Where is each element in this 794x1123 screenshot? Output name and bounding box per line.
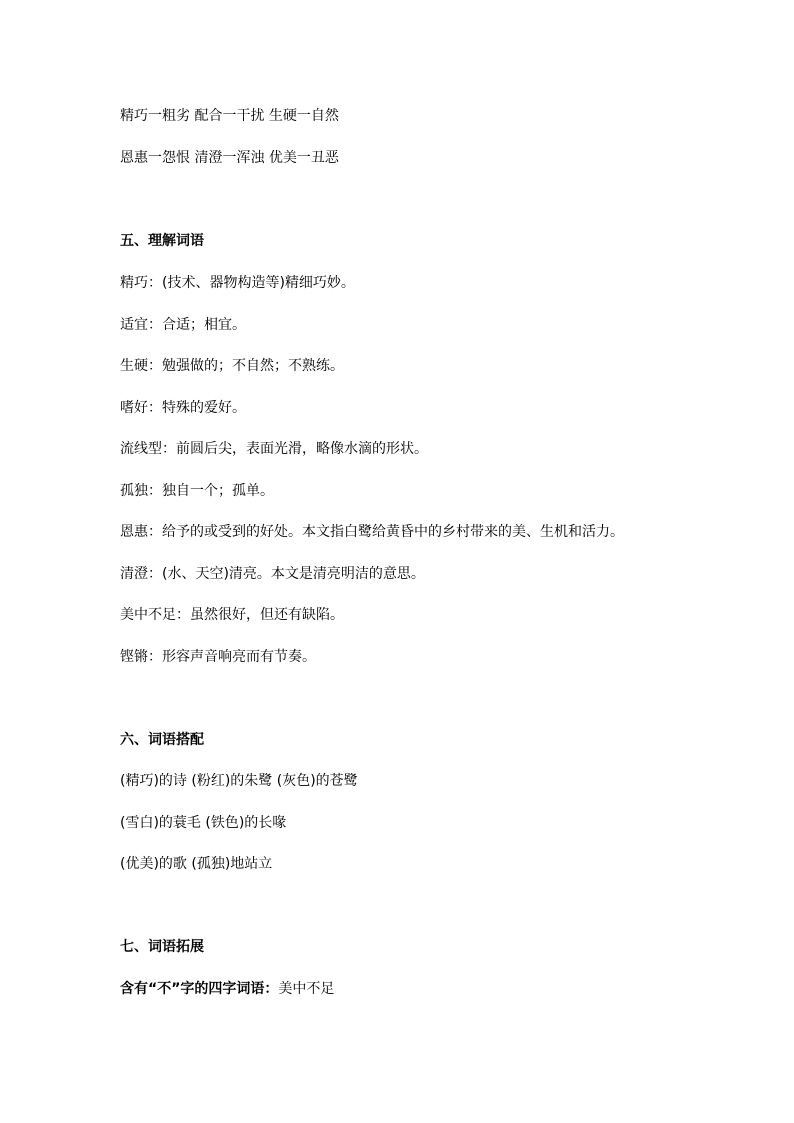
expansion-lead: 含有“不”字的四字词语： — [120, 981, 279, 997]
collocation-item: (精巧)的诗 (粉红)的朱鹭 (灰色)的苍鹭 — [120, 773, 358, 789]
definition-item: 流线型：前圆后尖，表面光滑，略像水滴的形状。 — [120, 441, 428, 457]
definition-item: 清澄：(水、天空)清亮。本文是清亮明洁的意思。 — [120, 566, 425, 582]
antonym-line-2: 恩惠一怨恨 清澄一浑浊 优美一丑恶 — [120, 150, 339, 166]
section-7-heading: 七、词语拓展 — [120, 939, 204, 955]
definition-item: 生硬：勉强做的；不自然；不熟练。 — [120, 358, 344, 374]
collocation-item: (优美)的歌 (孤独)地站立 — [120, 856, 273, 872]
definition-item: 嗜好：特殊的爱好。 — [120, 400, 246, 416]
definition-item: 铿锵：形容声音响亮而有节奏。 — [120, 649, 316, 665]
definition-item: 适宜：合适；相宜。 — [120, 317, 246, 333]
collocation-item: (雪白)的蓑毛 (铁色)的长喙 — [120, 815, 287, 831]
definition-item: 孤独：独自一个；孤单。 — [120, 483, 274, 499]
expansion-line — [120, 980, 334, 998]
section-6-heading: 六、词语搭配 — [120, 732, 204, 748]
section-5-heading: 五、理解词语 — [120, 233, 204, 249]
definition-item: 恩惠：给予的或受到的好处。本文指白鹭给黄昏中的乡村带来的美、生机和活力。 — [120, 524, 624, 540]
definition-item: 美中不足：虽然很好，但还有缺陷。 — [120, 607, 344, 623]
definition-item: 精巧：(技术、器物构造等)精细巧妙。 — [120, 275, 355, 291]
antonym-line-1: 精巧一粗劣 配合一干扰 生硬一自然 — [120, 108, 339, 124]
expansion-text: 美中不足 — [278, 981, 335, 997]
